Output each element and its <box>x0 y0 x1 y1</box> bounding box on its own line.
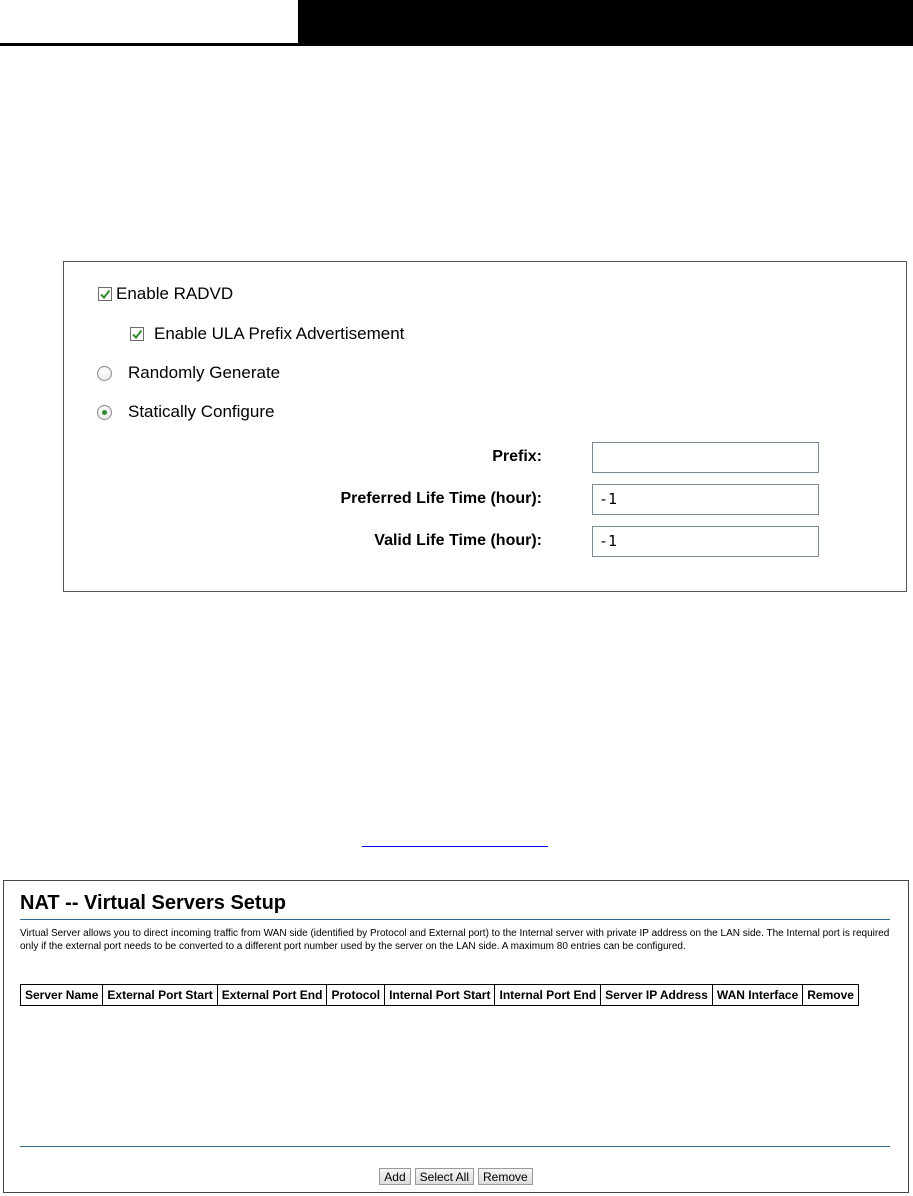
document-link[interactable] <box>362 832 548 847</box>
column-header: External Port Start <box>103 985 217 1006</box>
table-header-row <box>21 985 859 1006</box>
randomly-generate-radio[interactable] <box>97 366 112 381</box>
prefix-label: Prefix: <box>492 448 542 465</box>
randomly-generate-label: Randomly Generate <box>128 363 281 382</box>
enable-ula-checkbox[interactable] <box>130 327 144 341</box>
select-all-button[interactable]: Select All <box>415 1168 474 1185</box>
column-header: Internal Port End <box>495 985 601 1006</box>
title-divider <box>20 919 890 920</box>
column-header: Internal Port Start <box>385 985 495 1006</box>
column-header: External Port End <box>217 985 327 1006</box>
add-button[interactable]: Add <box>379 1168 410 1185</box>
column-header: Protocol <box>327 985 385 1006</box>
page-description: Virtual Server allows you to direct incoming traffic from WAN side (identified by Protocol and External port) to the Internal server with private IP address on the LAN side. The Internal port is required only if the external port needs to be converted to a different port number used by the server on the LAN side. A maximum 80 entries can be configured. <box>20 928 890 952</box>
enable-ula-label: Enable ULA Prefix Advertisement <box>154 324 405 343</box>
enable-radvd-checkbox[interactable] <box>98 287 112 301</box>
valid-life-time-label: Valid Life Time (hour): <box>374 532 542 549</box>
column-header: Server IP Address <box>601 985 713 1006</box>
prefix-input[interactable] <box>592 442 819 473</box>
statically-configure-label: Statically Configure <box>128 402 275 421</box>
action-buttons <box>4 1168 908 1185</box>
footer-divider <box>20 1146 890 1147</box>
statically-configure-radio[interactable] <box>97 405 112 420</box>
virtual-servers-panel <box>3 880 909 1193</box>
header-bar <box>298 0 913 43</box>
header-rule <box>0 43 913 46</box>
enable-radvd-label: Enable RADVD <box>116 284 234 303</box>
preferred-life-time-input[interactable]: -1 <box>592 484 819 515</box>
checkmark-icon <box>131 328 143 340</box>
radio-selected-dot-icon <box>102 410 107 415</box>
enable-ula-row[interactable] <box>130 324 404 344</box>
column-header: Remove <box>803 985 859 1006</box>
randomly-generate-row[interactable] <box>97 363 280 383</box>
column-header: WAN Interface <box>712 985 802 1006</box>
statically-configure-row[interactable] <box>97 402 274 422</box>
preferred-life-time-label: Preferred Life Time (hour): <box>340 490 542 507</box>
enable-radvd-row[interactable] <box>98 284 233 304</box>
column-header: Server Name <box>21 985 103 1006</box>
radvd-settings-panel <box>63 261 907 592</box>
page-title: NAT -- Virtual Servers Setup <box>20 892 286 914</box>
remove-button[interactable]: Remove <box>478 1168 533 1185</box>
valid-life-time-input[interactable]: -1 <box>592 526 819 557</box>
checkmark-icon <box>99 288 111 300</box>
virtual-servers-table <box>20 984 859 1006</box>
